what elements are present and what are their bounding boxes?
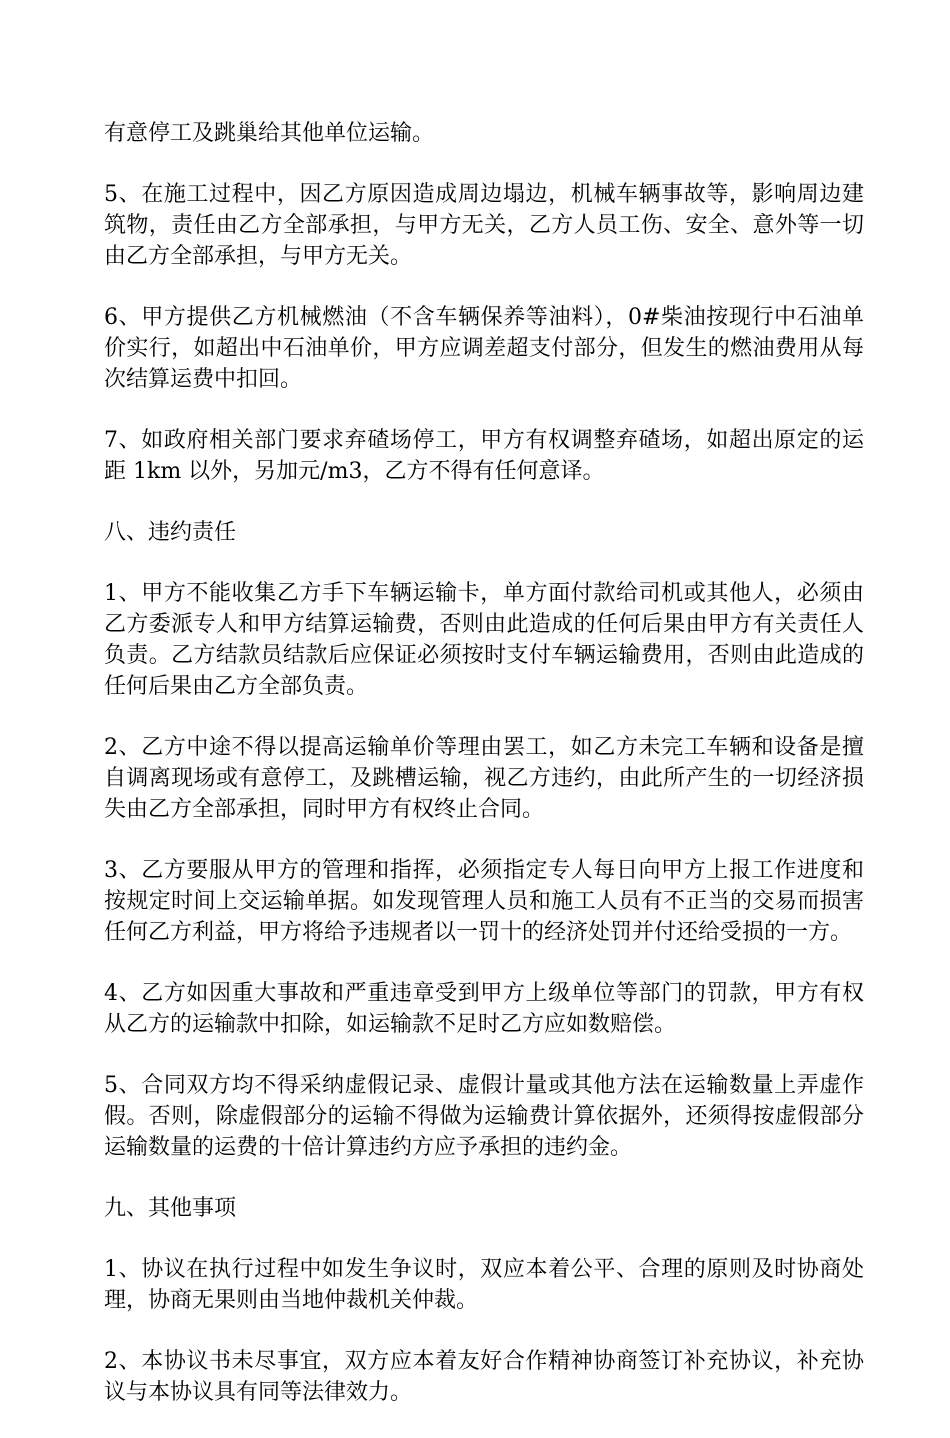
paragraph-clause-6-fuel: 6、甲方提供乙方机械燃油（不含车辆保养等油料），0#柴油按现行中石油单价实行，如超出中石油单价，甲方应调差超支付部分，但发生的燃油费用从每次结算运费中扣回。 bbox=[104, 305, 864, 392]
document-body bbox=[104, 118, 864, 1438]
paragraph-breach-5: 5、合同双方均不得采纳虚假记录、虚假计量或其他方法在运输数量上弄虚作假。否则，除虚假部分的运输不得做为运输费计算依据外，还须得按虚假部分运输数量的运费的十倍计算违约方应予承担的违约金。 bbox=[104, 1073, 864, 1160]
paragraph-clause-5-safety: 5、在施工过程中，因乙方原因造成周边塌边，机械车辆事故等，影响周边建筑物，责任由乙方全部承担，与甲方无关，乙方人员工伤、安全、意外等一切由乙方全部承担，与甲方无关。 bbox=[104, 182, 864, 269]
paragraph-breach-2: 2、乙方中途不得以提高运输单价等理由罢工，如乙方未完工车辆和设备是擅自调离现场或有意停工，及跳槽运输，视乙方违约，由此所产生的一切经济损失由乙方全部承担，同时甲方有权终止合同。 bbox=[104, 735, 864, 822]
paragraph-breach-4: 4、乙方如因重大事故和严重违章受到甲方上级单位等部门的罚款，甲方有权从乙方的运输款中扣除，如运输款不足时乙方应如数赔偿。 bbox=[104, 981, 864, 1037]
paragraph-other-1: 1、协议在执行过程中如发生争议时，双应本着公平、合理的原则及时协商处理，协商无果则由当地仲裁机关仲裁。 bbox=[104, 1257, 864, 1313]
paragraph-stoppage-clause-end: 有意停工及跳巢给其他单位运输。 bbox=[104, 121, 435, 146]
paragraph-breach-1: 1、甲方不能收集乙方手下车辆运输卡，单方面付款给司机或其他人，必须由乙方委派专人和甲方结算运输费，否则由此造成的任何后果由甲方有关责任人负责。乙方结款员结款后应保证必须按时支付车辆运输费用，否则由此造成的任何后果由乙方全部负责。 bbox=[104, 581, 864, 699]
section-heading-other-matters: 九、其他事项 bbox=[104, 1196, 237, 1221]
paragraph-other-2: 2、本协议书未尽事宜，双方应本着友好合作精神协商签订补充协议，补充协议与本协议具有同等法律效力。 bbox=[104, 1349, 864, 1405]
section-heading-breach: 八、违约责任 bbox=[104, 520, 237, 545]
paragraph-breach-3: 3、乙方要服从甲方的管理和指挥，必须指定专人每日向甲方上报工作进度和按规定时间上交运输单据。如发现管理人员和施工人员有不正当的交易而损害任何乙方利益，甲方将给予违规者以一罚十的经济处罚并付还给受损的一方。 bbox=[104, 858, 864, 945]
paragraph-clause-7-dump-site: 7、如政府相关部门要求弃碴场停工，甲方有权调整弃碴场，如超出原定的运距 1km 以外，另加元/m3，乙方不得有任何意译。 bbox=[104, 428, 864, 484]
